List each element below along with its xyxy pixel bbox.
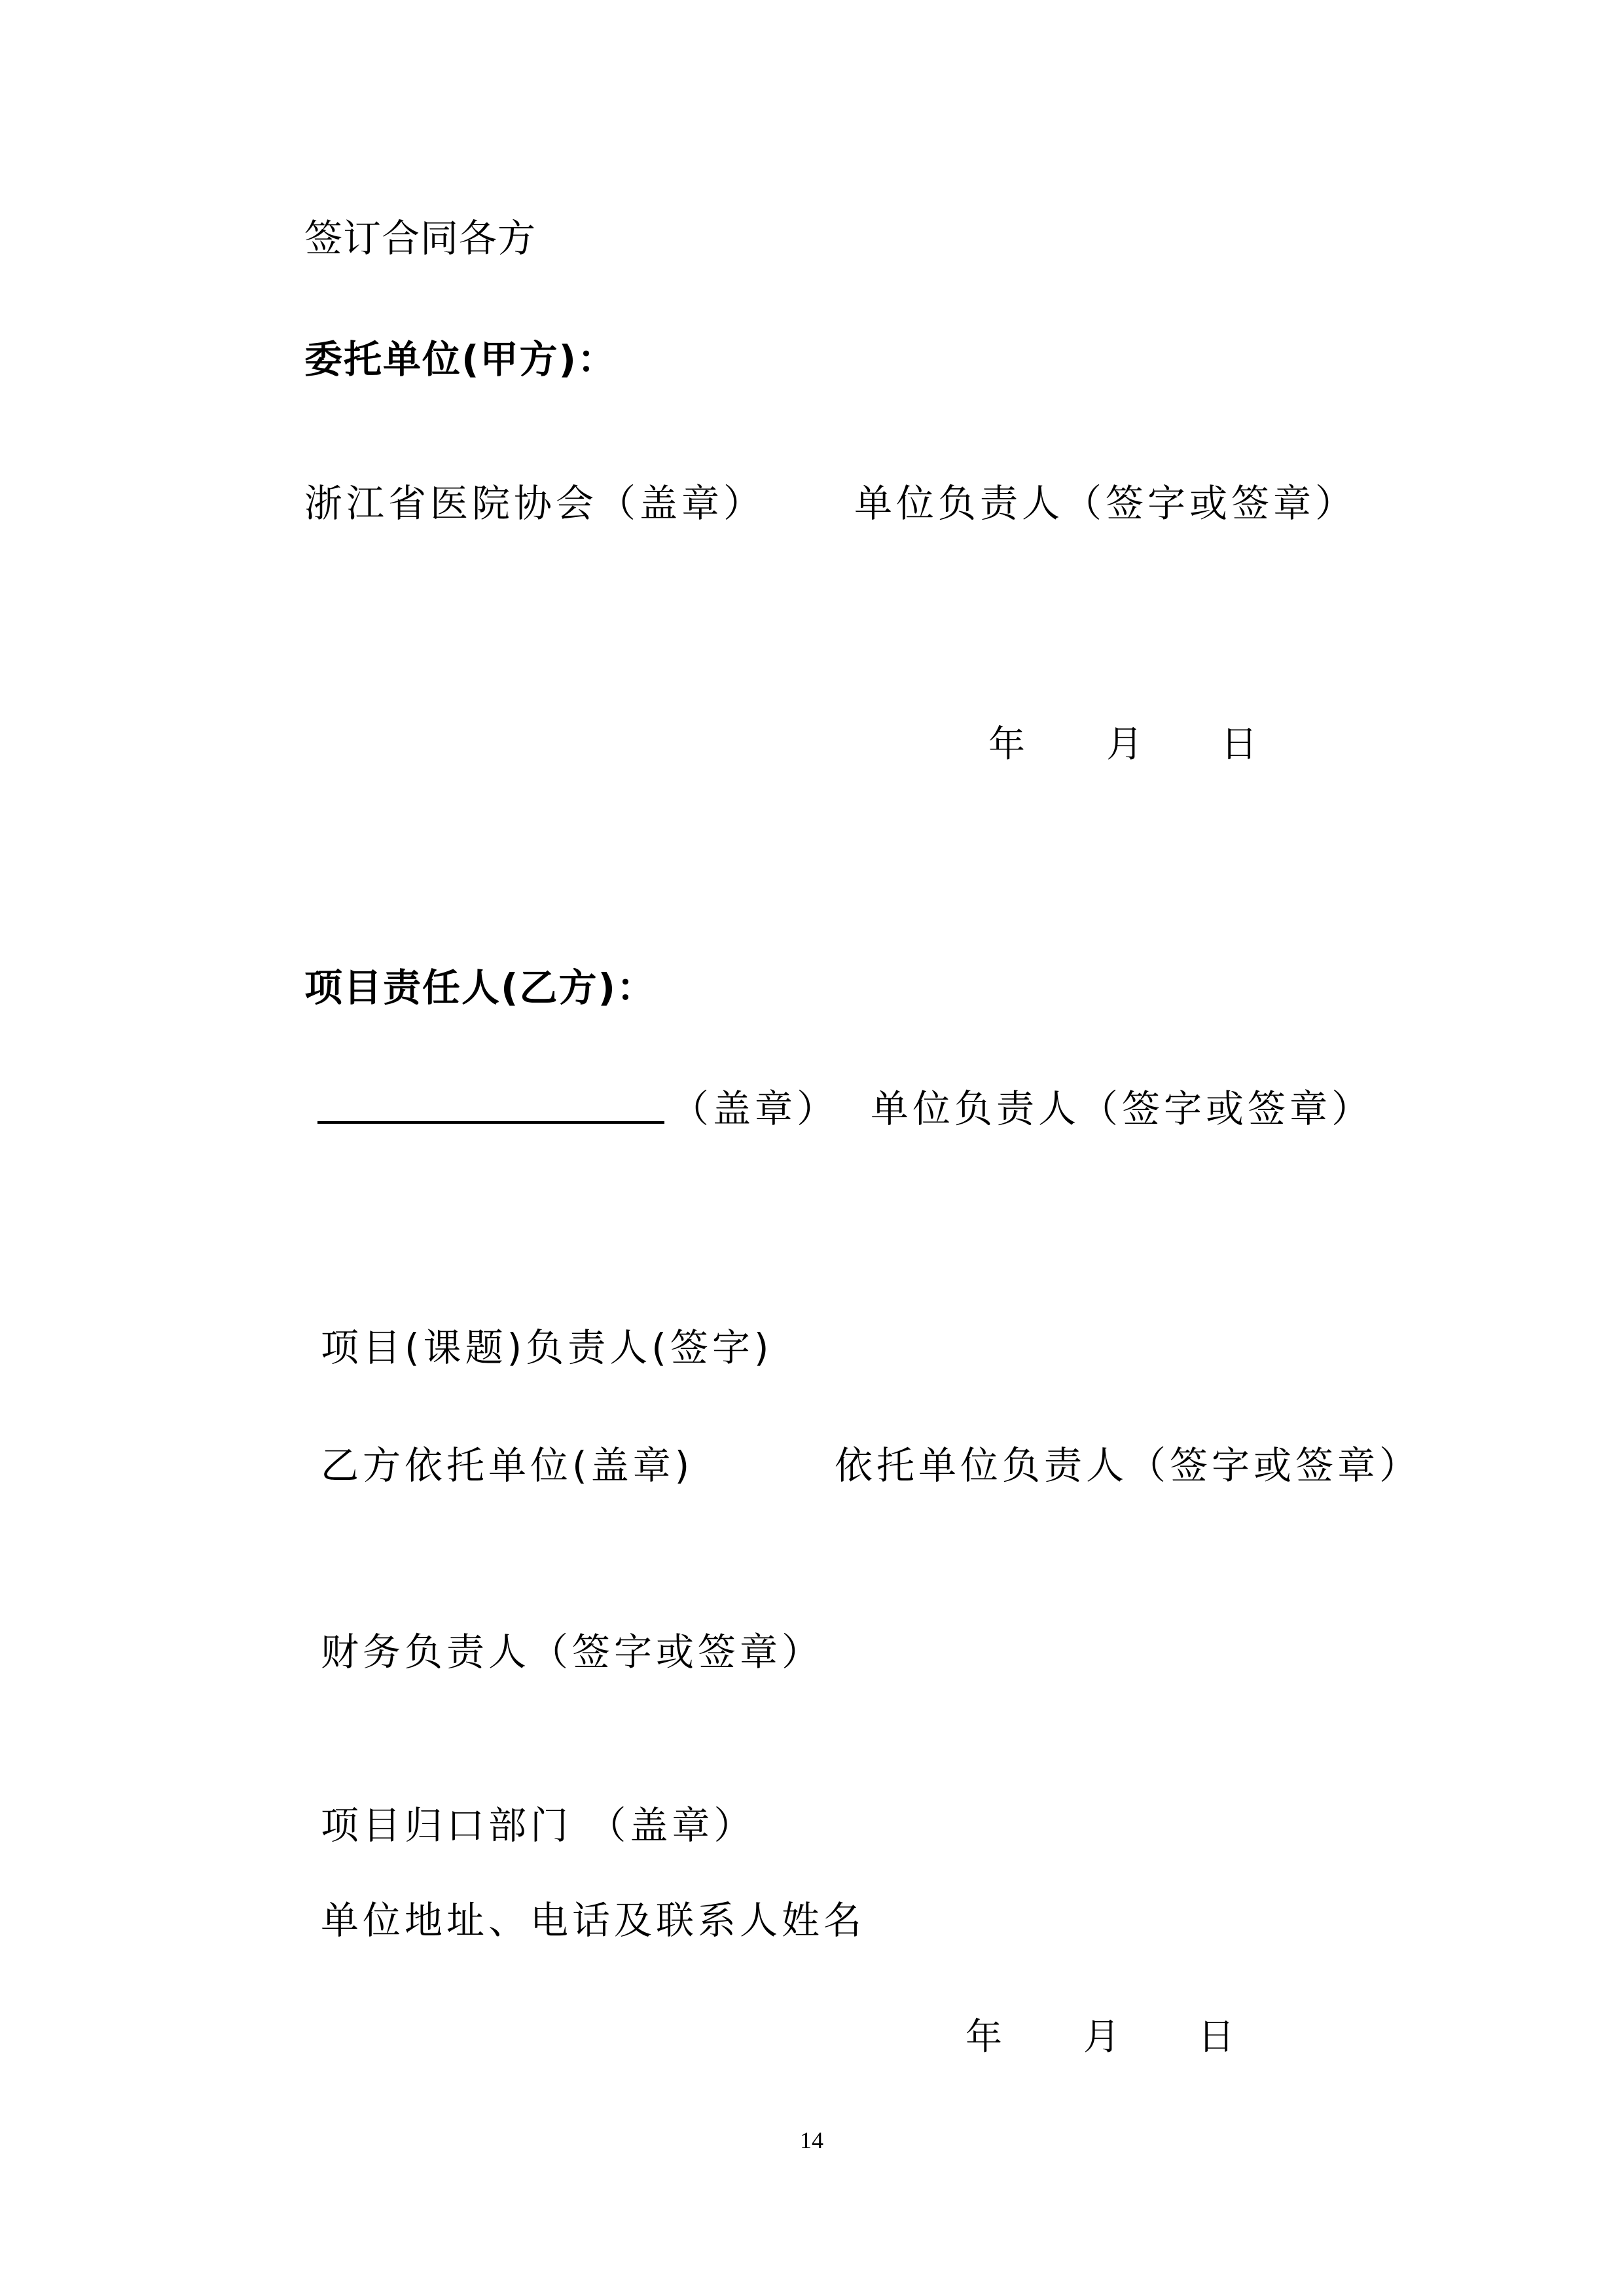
party-b-leader-sign: 单位负责人（签字或签章） — [871, 1086, 1374, 1131]
finance-leader-sign: 财务负责人（签字或签章） — [321, 1630, 824, 1674]
party-b-date-year: 年 — [965, 2016, 1002, 2058]
contact-info: 单位地址、电话及联系人姓名 — [321, 1898, 866, 1943]
party-a-leader-sign: 单位负责人（签字或签章） — [854, 481, 1358, 526]
page-number: 14 — [800, 2127, 823, 2153]
party-b-heading: 项目责任人(乙方)： — [304, 965, 657, 1010]
party-b-name-blank — [317, 1121, 664, 1124]
dept-seal: 项目归口部门 （盖章） — [321, 1803, 756, 1848]
host-org-seal: 乙方依托单位(盖章) — [321, 1443, 694, 1488]
party-b-date-day: 日 — [1198, 2016, 1235, 2058]
host-leader-sign: 依托单位负责人（签字或签章） — [835, 1443, 1422, 1488]
party-a-date-month: 月 — [1106, 723, 1143, 766]
party-a-date-year: 年 — [988, 723, 1025, 766]
party-a-org-seal: 浙江省医院协会（盖章） — [304, 481, 766, 526]
party-a-date-day: 日 — [1221, 723, 1257, 766]
party-a-date — [0, 723, 1624, 766]
party-b-date-month: 月 — [1083, 2016, 1120, 2058]
party-b-seal-label: （盖章） — [671, 1086, 839, 1131]
section-title: 签订合同各方 — [304, 216, 537, 260]
project-leader-sign: 项目(课题)负责人(签字) — [321, 1325, 773, 1370]
party-a-heading: 委托单位(甲方)： — [304, 337, 617, 382]
party-b-date — [0, 2016, 1624, 2058]
